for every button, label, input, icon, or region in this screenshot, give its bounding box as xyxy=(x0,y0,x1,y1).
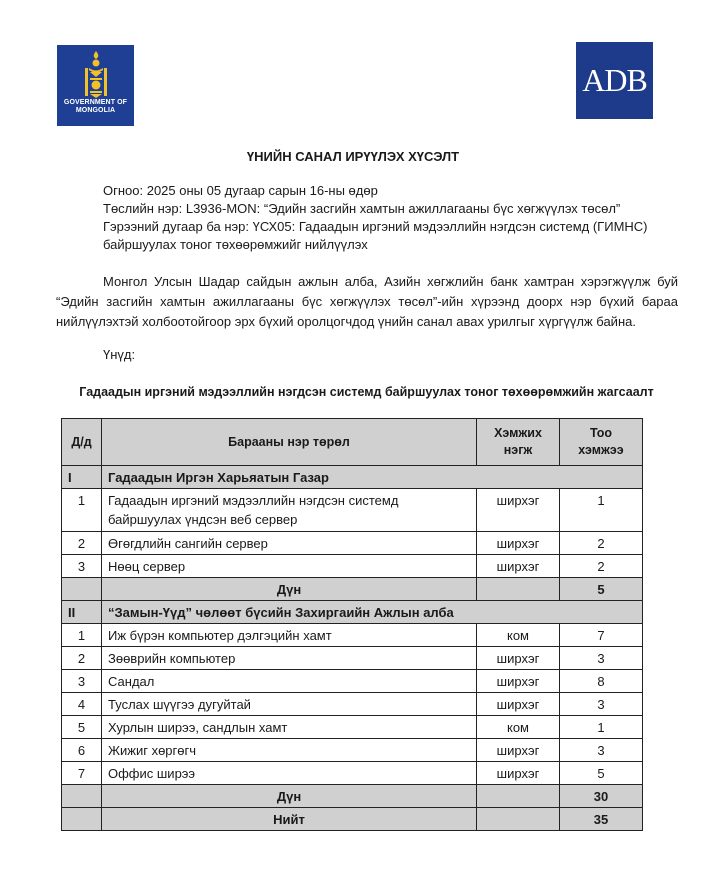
subtotal-value: 5 xyxy=(560,578,643,601)
adb-logo xyxy=(576,42,653,119)
subtotal-label: Дүн xyxy=(102,578,477,601)
row-name: Гадаадын иргэний мэдээллийн нэгдсэн системд байршуулах үндсэн веб сервер xyxy=(102,489,477,532)
section-name: “Замын-Үүд” чөлөөт бүсийн Захиргаийн Ажлын алба xyxy=(102,601,643,624)
row-name: Нөөц сервер xyxy=(102,555,477,578)
row-unit: ком xyxy=(477,624,560,647)
intro-paragraph: Монгол Улсын Шадар сайдын ажлын алба, Азийн хөгжлийн банк хамтран хэрэгжүүлж буй “Эдийн засгийн хамтын ажиллагааны бүс хөгжүүлэх төсөл”-ийн хүрээнд доорх нэр бүхий бараа нийлүүлэхтэй холбоотойгоор эрх бүхий оролцогчдод үнийн санал авах урилгыг хүргүүлж байна. xyxy=(56,274,678,329)
row-num: 2 xyxy=(62,532,102,555)
contract-line-2: байршуулах тоног төхөөрөмжийг нийлүүлэх xyxy=(103,237,368,252)
row-unit: ширхэг xyxy=(477,693,560,716)
date-line: Огноо: 2025 оны 05 дугаар сарын 16-ны өдөр xyxy=(103,183,378,198)
row-qty: 7 xyxy=(560,624,643,647)
row-qty: 3 xyxy=(560,693,643,716)
subtotal-value: 30 xyxy=(560,785,643,808)
project-line: Төслийн нэр: L3936-MON: “Эдийн засгийн хамтын ажиллагааны бүс хөгжүүлэх төсөл” xyxy=(103,201,621,216)
section-num: II xyxy=(62,601,102,624)
table-row xyxy=(62,739,643,762)
total-value: 35 xyxy=(560,808,643,831)
equipment-table xyxy=(61,418,643,831)
row-num: 1 xyxy=(62,624,102,647)
subtotal-row xyxy=(62,785,643,808)
table-row xyxy=(62,762,643,785)
row-name: Оффис ширээ xyxy=(102,762,477,785)
row-unit: ширхэг xyxy=(477,739,560,762)
soyombo-emblem-icon xyxy=(76,49,116,99)
row-num: 3 xyxy=(62,670,102,693)
row-num: 3 xyxy=(62,555,102,578)
row-qty: 2 xyxy=(560,555,643,578)
row-name: Сандал xyxy=(102,670,477,693)
document-title: ҮНИЙН САНАЛ ИРҮҮЛЭХ ХҮСЭЛТ xyxy=(246,149,460,164)
row-unit: ширхэг xyxy=(477,670,560,693)
header-name: Барааны нэр төрөл xyxy=(102,419,477,466)
greeting: Үнүд: xyxy=(103,347,136,362)
table-row xyxy=(62,716,643,739)
subtotal-label: Дүн xyxy=(102,785,477,808)
table-row xyxy=(62,489,643,532)
row-unit: ширхэг xyxy=(477,762,560,785)
section-row xyxy=(62,601,643,624)
row-unit: ширхэг xyxy=(477,532,560,555)
row-num: 4 xyxy=(62,693,102,716)
row-name: Жижиг хөргөгч xyxy=(102,739,477,762)
row-num: 1 xyxy=(62,489,102,532)
row-qty: 1 xyxy=(560,716,643,739)
row-num: 5 xyxy=(62,716,102,739)
row-qty: 8 xyxy=(560,670,643,693)
table-row xyxy=(62,647,643,670)
row-num: 6 xyxy=(62,739,102,762)
table-header-row xyxy=(62,419,643,466)
contract-line-1: Гэрээний дугаар ба нэр: ҮСХ05: Гадаадын иргэний мэдээллийн нэгдсэн системд (ГИМНС) xyxy=(103,219,648,234)
government-of-mongolia-logo xyxy=(57,45,134,126)
header-qty: Тоо хэмжээ xyxy=(560,419,643,466)
section-num: I xyxy=(62,466,102,489)
row-qty: 1 xyxy=(560,489,643,532)
row-name: Өгөгдлийн сангийн сервер xyxy=(102,532,477,555)
adb-logo-text: ADB xyxy=(582,62,647,98)
table-row xyxy=(62,532,643,555)
row-unit: ком xyxy=(477,716,560,739)
row-name: Зөөврийн компьютер xyxy=(102,647,477,670)
section-name: Гадаадын Иргэн Харьяатын Газар xyxy=(102,466,643,489)
gov-logo-text-1: GOVERNMENT OF xyxy=(63,99,128,106)
row-num: 7 xyxy=(62,762,102,785)
table-row xyxy=(62,624,643,647)
header-unit: Хэмжих нэгж xyxy=(477,419,560,466)
row-name: Хурлын ширээ, сандлын хамт xyxy=(102,716,477,739)
row-unit: ширхэг xyxy=(477,647,560,670)
row-name: Иж бүрэн компьютер дэлгэцийн хамт xyxy=(102,624,477,647)
row-name: Туслах шүүгээ дугуйтай xyxy=(102,693,477,716)
row-qty: 5 xyxy=(560,762,643,785)
gov-logo-text-2: MONGOLIA xyxy=(75,107,116,114)
total-row xyxy=(62,808,643,831)
document-meta xyxy=(103,182,648,254)
row-qty: 3 xyxy=(560,647,643,670)
section-row xyxy=(62,466,643,489)
table-row xyxy=(62,693,643,716)
row-qty: 2 xyxy=(560,532,643,555)
row-qty: 3 xyxy=(560,739,643,762)
list-title: Гадаадын иргэний мэдээллийн нэгдсэн системд байршуулах тоног төхөөрөмжийн жагсаалт xyxy=(79,385,654,399)
subtotal-row xyxy=(62,578,643,601)
row-unit: ширхэг xyxy=(477,555,560,578)
row-unit: ширхэг xyxy=(477,489,560,532)
table-row xyxy=(62,555,643,578)
row-num: 2 xyxy=(62,647,102,670)
table-row xyxy=(62,670,643,693)
header-num: Д/д xyxy=(62,419,102,466)
total-label: Нийт xyxy=(102,808,477,831)
